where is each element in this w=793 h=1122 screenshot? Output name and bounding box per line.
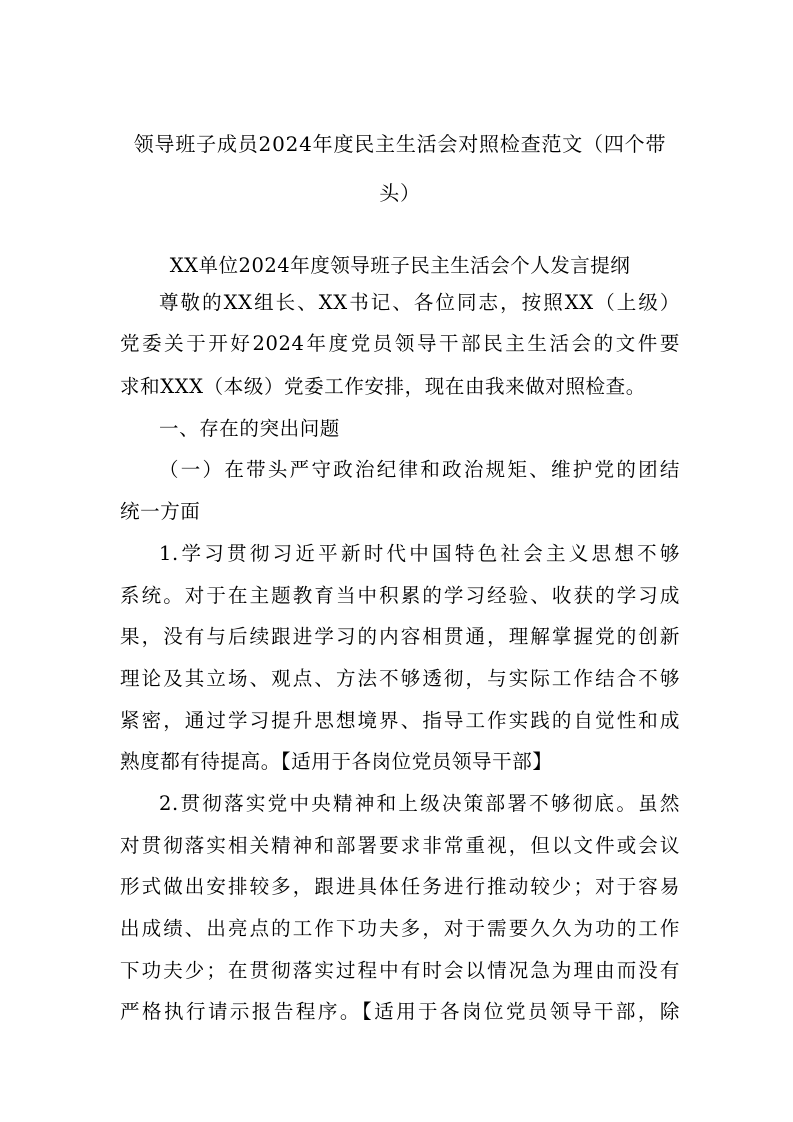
paragraph-line: 对贯彻落实相关精神和部署要求非常重视，但以文件或会议 — [120, 834, 680, 857]
paragraph-line: 形式做出安排较多，跟进具体任务进行推动较少；对于容易 — [120, 875, 680, 898]
paragraph-line: 理论及其立场、观点、方法不够透彻，与实际工作结合不够 — [120, 667, 680, 690]
document-title-line-2: 头） — [379, 181, 421, 205]
document-title-line-1: 领导班子成员2024年度民主生活会对照检查范文（四个带 — [133, 132, 667, 156]
paragraph-line: 系统。对于在主题教育当中积累的学习经验、收获的学习成 — [120, 584, 680, 607]
paragraph-line: 尊敬的XX组长、XX书记、各位同志，按照XX（上级） — [159, 291, 680, 314]
paragraph-line: 果，没有与后续跟进学习的内容相贯通，理解掌握党的创新 — [120, 625, 680, 648]
subsection-heading: 统一方面 — [120, 500, 201, 523]
paragraph-line: 求和XXX（本级）党委工作安排，现在由我来做对照检查。 — [120, 375, 646, 398]
paragraph-line: 出成绩、出亮点的工作下功夫多，对于需要久久为功的工作 — [120, 917, 680, 940]
paragraph-line: 下功夫少；在贯彻落实过程中有时会以情况急为理由而没有 — [120, 959, 680, 982]
paragraph-line: 党委关于开好2024年度党员领导干部民主生活会的文件要 — [120, 332, 680, 355]
section-heading: 一、存在的突出问题 — [159, 417, 340, 440]
paragraph-line: 2.贯彻落实党中央精神和上级决策部署不够彻底。虽然 — [159, 792, 680, 815]
paragraph-line: 紧密，通过学习提升思想境界、指导工作实践的自觉性和成 — [120, 709, 680, 732]
document-subtitle: XX单位2024年度领导班子民主生活会个人发言提纲 — [169, 254, 631, 277]
paragraph-line: 1.学习贯彻习近平新时代中国特色社会主义思想不够 — [159, 542, 680, 565]
paragraph-line: 熟度都有待提高。【适用于各岗位党员领导干部】 — [120, 750, 553, 773]
paragraph-line: 严格执行请示报告程序。【适用于各岗位党员领导干部，除 — [120, 1000, 680, 1023]
subsection-heading: （一）在带头严守政治纪律和政治规矩、维护党的团结 — [159, 458, 680, 481]
